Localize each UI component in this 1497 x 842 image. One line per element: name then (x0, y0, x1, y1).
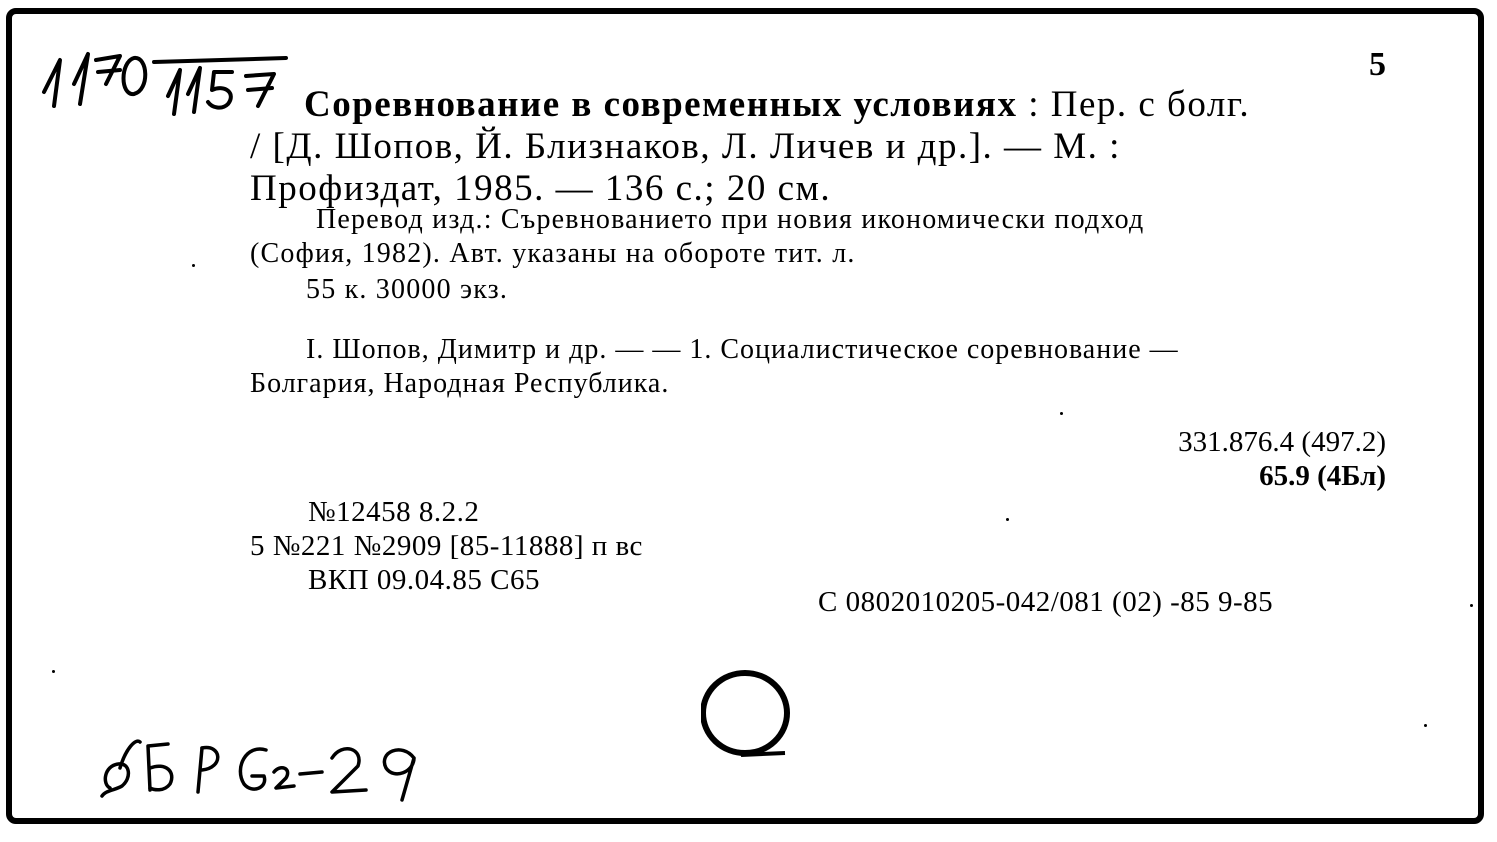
bbk-index: 65.9 (4Бл) (1259, 460, 1386, 492)
service-number: №12458 8.2.2 (308, 496, 480, 528)
scan-speck (1424, 724, 1427, 727)
tracings-line: I. Шопов, Димитр и др. — — 1. Социалистическое соревнование — (306, 334, 1179, 365)
handwritten-inventory-number (36, 44, 306, 124)
title-line (304, 86, 1250, 123)
book-title: Соревнование в современных условиях (304, 84, 1018, 125)
udc-index: 331.876.4 (497.2) (1178, 426, 1386, 458)
translation-note-continued: (София, 1982). Авт. указаны на обороте тит. л. (250, 238, 856, 269)
title-note: : Пер. с болг. (1017, 84, 1251, 125)
scan-speck (192, 264, 195, 267)
handwritten-shelf-mark (96, 728, 466, 808)
service-codes: 5 №221 №2909 [85-11888] п вс (250, 530, 643, 562)
translation-note: Перевод изд.: Съревнованието при новия икономически подход (316, 204, 1145, 235)
scan-speck (52, 670, 55, 673)
card-number: 5 (1369, 46, 1386, 83)
catalog-card (6, 8, 1484, 824)
price-and-print-run: 55 к. 30000 экз. (306, 274, 509, 305)
service-date: ВКП 09.04.85 С65 (308, 564, 540, 596)
publication-index: С 0802010205-042/081 (02) -85 9-85 (818, 586, 1274, 618)
tracings-line-continued: Болгария, Народная Республика. (250, 368, 670, 399)
scan-speck (1006, 518, 1009, 521)
scan-speck (1060, 412, 1063, 415)
responsibility-line: / [Д. Шопов, Й. Близнаков, Л. Личев и др.]. — М. : (250, 126, 1121, 167)
scan-speck (1470, 604, 1473, 607)
punch-hole (701, 669, 801, 769)
scan-speck (1478, 386, 1481, 389)
imprint-line: Профиздат, 1985. — 136 с.; 20 см. (250, 168, 832, 209)
